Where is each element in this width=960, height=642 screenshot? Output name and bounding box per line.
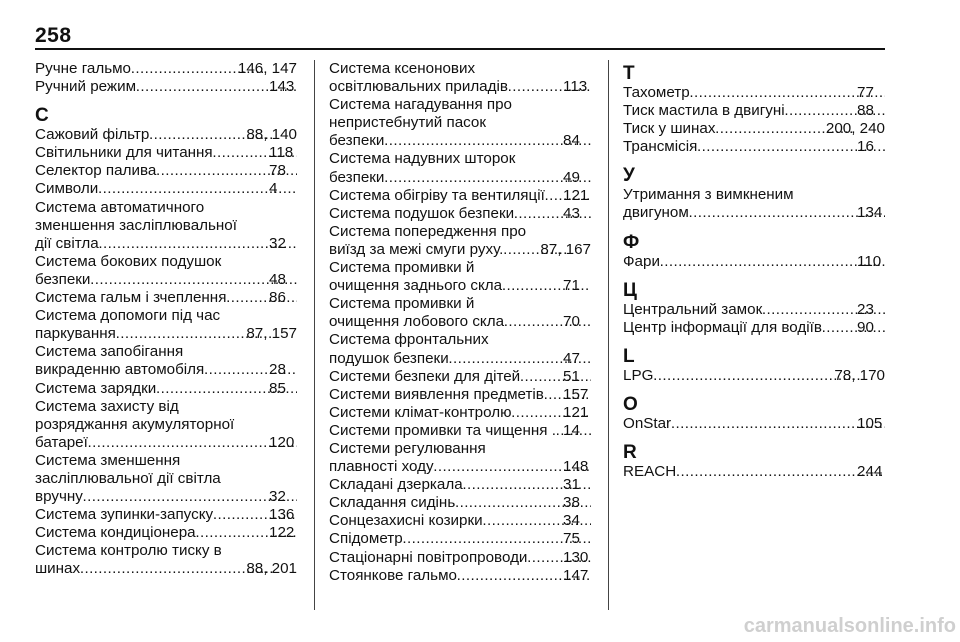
dot-leader [384,132,591,150]
index-entry[interactable]: Стаціонарні повітропроводи ..... 130 [329,549,591,567]
section-letter: R [623,442,637,464]
entry-term-line: Селектор палива [35,162,157,180]
entry-term-line: Система захисту від [35,397,179,415]
index-entry[interactable]: Центр інформації для водіїв ..... 90 [623,319,885,337]
entry-term-line: LPG [623,366,654,384]
index-entry[interactable]: Система захисту від розряджання акумуляторної батареї ..... 120 [35,398,297,452]
entry-term-line: освітлювальних приладів [329,78,508,96]
section-letter: Ф [623,231,640,253]
dot-leader [689,204,885,222]
header-rule [35,48,885,50]
dot-leader [88,434,297,452]
entry-term-line: Складані дзеркала [329,476,463,494]
index-entry[interactable]: Система зупинки-запуску ..... 136 [35,506,297,524]
entry-term-line: Центральний замок [623,300,763,318]
index-entry[interactable] [623,120,885,138]
page-reference[interactable]: 88, 140 [246,126,297,144]
entry-term-line: Системи промивки та чищення . [329,421,556,439]
index-entry[interactable]: Система обігріву та вентиляції ..... 121 [329,187,591,205]
section-letter: L [623,345,635,367]
index-entry[interactable] [35,542,297,578]
entry-term-line: шинах [35,560,81,578]
entry-term-line: Система зарядки [35,379,157,397]
entry-term-line: Система нагадування про [329,96,513,114]
dot-leader [676,463,885,481]
index-entry[interactable]: Стоянкове гальмо ..... 147 [329,567,591,585]
entry-term-line: Система зупинки-запуску [35,506,214,524]
index-entry[interactable]: Система бокових подушок безпеки ..... 48 [35,253,297,289]
entry-term-line: Система надувних шторок [329,150,516,168]
index-entry[interactable]: Система ксенонових освітлювальних приладів ..... 113 [329,60,591,96]
index-entry[interactable]: Тиск мастила в двигуні ..... 88 [623,102,885,120]
section-letter: Т [623,63,635,84]
page-reference[interactable]: 146, 147 [237,60,297,77]
entry-term-line: Фари [623,252,660,270]
dot-leader [671,415,885,433]
entry-term-line: Системи клімат-контролю [329,403,512,421]
index-entry[interactable]: Утримання з вимкненим двигуном ..... 134 [623,186,885,222]
dot-leader [80,560,274,578]
index-entry[interactable]: Система промивки й очищення лобового скла ..... 70 [329,295,591,331]
entry-term-line: очищення лобового скла [329,313,505,331]
entry-term-line: Спідометр [329,530,403,548]
index-entry[interactable]: Системи виявлення предметів ..... 157 [329,386,591,404]
entry-term-line: Система запобігання [35,343,184,361]
entry-term-line: плавності ходу [329,458,434,476]
page-reference[interactable]: 87, 167 [540,240,591,258]
entry-term-line: Ручне гальмо [35,60,132,77]
index-entry[interactable] [329,223,591,259]
dot-leader [822,319,885,337]
index-entry[interactable]: Система промивки й очищення заднього скла ..... 71 [329,259,591,295]
dot-leader [226,289,297,307]
section-letter: У [623,165,635,187]
entry-term-line: непристебнутий пасок [329,114,486,132]
page-reference[interactable]: 87, 157 [246,325,297,343]
dot-leader [690,84,885,102]
entry-term-line: Система фронтальних [329,331,489,349]
entry-term-line: Стаціонарні повітропроводи [329,548,528,566]
entry-term-line: Символи [35,180,99,198]
entry-term-line: Сажовий фільтр [35,126,150,144]
index-column-3 [623,60,885,481]
index-column-1 [35,60,297,579]
entry-term-line: зменшення засліплювальної [35,216,237,234]
entry-term-line: батареї [35,433,88,451]
entry-term-line: виїзд за межі смуги руху. [329,240,504,258]
entry-term-line: розряджання акумуляторної [35,415,235,433]
index-entry[interactable]: Система гальм і зчеплення ..... 86 [35,289,297,307]
entry-term-line: Ручний режим [35,78,137,96]
entry-term-line: Системи виявлення предметів [329,385,544,403]
index-entry[interactable]: Ручний режим ..... 143 [35,78,297,96]
entry-term-line: OnStar [623,414,672,432]
page-reference[interactable]: 200, 240 [825,120,885,138]
index-entry[interactable]: Системи безпеки для дітей ..... 51 [329,368,591,386]
index-entry[interactable]: Система кондиціонера ..... 122 [35,524,297,542]
entry-term-line: Трансмісія [623,138,698,156]
index-entry[interactable]: Системи клімат-контролю ..... 121 [329,404,591,422]
index-entry[interactable]: OnStar ..... 105 [623,415,885,433]
entry-term-line: Системи безпеки для дітей [329,367,521,385]
dot-leader [384,169,591,187]
entry-term-line: безпеки [329,168,385,186]
dot-leader [520,368,591,386]
entry-term-line: двигуном [623,204,689,222]
entry-term-line: Світильники для читання [35,144,213,162]
dot-leader [98,180,297,198]
index-entry[interactable]: Система нагадування про непристебнутий пасок безпеки ..... 84 [329,96,591,150]
entry-term-line: Сонцезахисні козирки [329,512,483,530]
index-entry[interactable]: Тахометр ..... 77 [623,84,885,102]
entry-term-line: Система контролю тиску в [35,542,222,560]
dot-leader [90,271,297,289]
section-letter: С [35,105,49,127]
entry-term-line: Система попередження про [329,222,527,240]
entry-term-line: паркування [35,325,116,343]
index-entry[interactable]: Селектор палива ..... 78 [35,162,297,180]
entry-term-line: Стоянкове гальмо [329,566,457,584]
watermark: carmanualsonline.info [743,615,956,637]
dot-leader [660,253,885,271]
index-entry[interactable]: Система фронтальних подушок безпеки ..... 47 [329,331,591,367]
entry-term-line: подушок безпеки [329,349,449,367]
entry-term-line: очищення заднього скла [329,277,503,295]
index-entry[interactable]: Спідометр ..... 75 [329,530,591,548]
entry-term-line: Система автоматичного [35,198,205,216]
index-column-2 [329,60,591,585]
section-letter: Ц [623,279,637,301]
entry-term-line: Система гальм і зчеплення [35,289,227,307]
index-entry[interactable]: Символи ..... 4 [35,180,297,198]
index-entry[interactable]: Сонцезахисні козирки ..... 34 [329,512,591,530]
index-entry[interactable] [35,307,297,343]
index-entry[interactable]: Центральний замок ..... 23 [623,301,885,319]
entry-term-line: засліплювальної дії світла [35,469,221,487]
entry-term-line: Тахометр [623,84,690,101]
index-entry[interactable] [623,367,885,385]
index-entry[interactable]: REACH ..... 244 [623,463,885,481]
dot-leader [83,488,297,506]
index-entry[interactable]: Система автоматичного зменшення засліплювальної дії світла ..... 32 [35,199,297,253]
index-entry[interactable] [35,60,297,78]
entry-term-line: Система допомоги під час [35,307,221,325]
index-entry[interactable]: Система надувних шторок безпеки ..... 49 [329,150,591,186]
page-reference[interactable]: 88, 201 [246,560,297,578]
entry-term-line: Тиск мастила в двигуні [623,102,785,120]
page-number: 258 [35,24,72,47]
section-letter: O [623,393,638,415]
index-entry[interactable]: Фари ..... 110 [623,253,885,271]
column-divider [314,60,315,610]
index-entry[interactable]: Система зменшення засліплювальної дії світла вручну ..... 32 [35,452,297,506]
entry-term-line: викраденню автомобіля [35,361,205,379]
entry-term-line: безпеки [35,270,91,288]
index-entry[interactable]: Системи промивки та чищення . ..... 14 [329,422,591,440]
entry-term-line: дії світла [35,234,99,252]
entry-term-line: Система ксенонових [329,60,476,77]
entry-term-line: Система подушок безпеки [329,204,515,222]
index-entry[interactable]: Трансмісія ..... 16 [623,138,885,156]
entry-term-line: Система кондиціонера [35,524,196,542]
index-entry[interactable]: Складані дзеркала ..... 31 [329,476,591,494]
entry-term-line: Система обігріву та вентиляції [329,186,545,204]
entry-term-line: безпеки [329,132,385,150]
index-entry[interactable]: Системи регулювання плавності ходу ..... 148 [329,440,591,476]
column-divider [608,60,609,610]
index-entry[interactable]: Система запобігання викраденню автомобіля ..... 28 [35,343,297,379]
entry-term-line: Складання сидінь [329,494,456,512]
entry-term-line: Центр інформації для водіїв [623,318,822,336]
entry-term-line: Системи регулювання [329,439,486,457]
index-entry[interactable]: Світильники для читання ..... 118 [35,144,297,162]
index-entry[interactable]: Складання сидінь ..... 38 [329,494,591,512]
entry-term-line: REACH [623,463,677,481]
dot-leader [99,235,297,253]
entry-term-line: Система зменшення [35,451,181,469]
entry-term-line: Система промивки й [329,295,475,313]
index-entry[interactable] [35,126,297,144]
entry-term-line: Система промивки й [329,259,475,277]
entry-term-line: вручну [35,488,83,506]
page-reference[interactable]: 78, 170 [834,366,885,384]
entry-term-line: Утримання з вимкненим [623,186,794,204]
entry-term-line: Тиск у шинах [623,120,716,138]
entry-term-line: Система бокових подушок [35,252,222,270]
index-entry[interactable]: Система подушок безпеки ..... 43 [329,205,591,223]
index-entry[interactable]: Система зарядки ..... 85 [35,380,297,398]
